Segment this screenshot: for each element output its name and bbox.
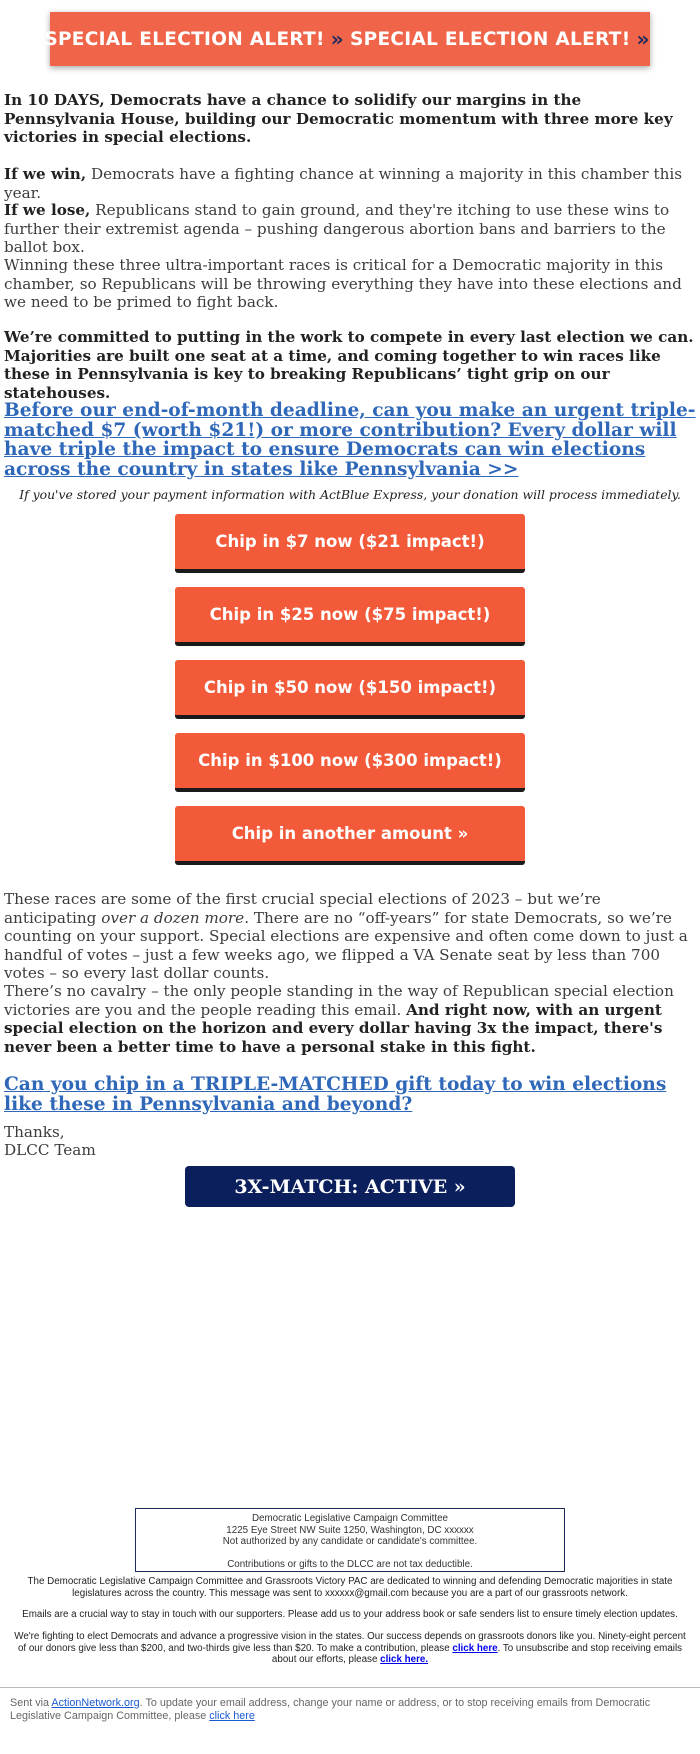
winning-races-paragraph: Winning these three ultra-important races is critical for a Democratic majority in this chamber, so Republicans will be throwing everything they have into these elections and we need to be primed to fight back.	[4, 256, 682, 311]
if-we-win-paragraph	[4, 165, 696, 202]
footer-fighting-text-1: We're fighting to elect Democrats and advance a progressive vision in the states. Our success depends on grassroots donors like you. Ninety-eight percent of our donors give less than $200, and two-thirds give less than $20. To make a contribution, please	[14, 1631, 686, 1654]
footer-dedicated-text: The Democratic Legislative Campaign Committee and Grassroots Victory PAC are dedicated to winning and defending Democratic majorities in state legislatures across the country. This message was sent to xxxxxx@gmail.com because you are a part of our grassroots network.	[27, 1576, 673, 1599]
banner-text-2: SPECIAL ELECTION ALERT!	[350, 28, 631, 50]
if-we-win-lead: If we win,	[4, 165, 87, 183]
if-we-win-text: Democrats have a fighting chance at winning a majority in this chamber this year.	[4, 165, 683, 202]
footer-not-authorized: Not authorized by any candidate or candidate's committee.	[222, 1536, 478, 1547]
cavalry-paragraph	[4, 982, 696, 1056]
committed-paragraph: We’re committed to putting in the work to compete in every last election we can. Majorities are built one seat at a time, and coming together to win races like these in Pennsylvania is key to breaking Republicans’ tight grip on our statehouses.	[4, 328, 694, 402]
footer-org-name: Democratic Legislative Campaign Committee	[251, 1513, 448, 1524]
3x-match-active-button[interactable]: 3X-MATCH: ACTIVE »	[185, 1166, 515, 1207]
update-preferences-click-here-link[interactable]: click here	[209, 1710, 255, 1722]
sent-via-text-1: Sent via	[10, 1697, 52, 1709]
triple-matched-link-wrapper	[4, 1075, 696, 1114]
intro-paragraph: In 10 DAYS, Democrats have a chance to solidify our margins in the Pennsylvania House, building our Democratic momentum with three more key victories in special elections.	[4, 91, 673, 146]
contribution-ask-link[interactable]: Before our end-of-month deadline, can you make an urgent triple-matched $7 (worth $21!) or more contribution? Every dollar will have triple the impact to ensure Democrats can win elections across the country in states like Pennsylvania >>	[4, 400, 696, 480]
banner-text-1: SPECIAL ELECTION ALERT!	[44, 28, 325, 50]
sent-via-text	[10, 1697, 690, 1723]
unsubscribe-click-here-link[interactable]: click here.	[380, 1654, 429, 1665]
cavalry-text: There’s no cavalry – the only people standing in the way of Republican special election victories are you and the people reading this email.	[4, 982, 674, 1019]
races-emphasis: over a dozen more	[101, 908, 245, 927]
chip-in-7-button[interactable]: Chip in $7 now ($21 impact!)	[175, 514, 525, 573]
chip-in-50-button[interactable]: Chip in $50 now ($150 impact!)	[175, 660, 525, 719]
footer-divider	[0, 1687, 700, 1688]
chevron-right-icon: »	[636, 27, 650, 51]
thanks-text: Thanks,	[4, 1123, 65, 1141]
contribution-ask-link-wrapper	[4, 401, 696, 479]
if-we-lose-lead: If we lose,	[4, 201, 91, 219]
if-we-lose-text: Republicans stand to gain ground, and they're itching to use these wins to further their extremist agenda – pushing dangerous abortion bans and barriers to the ballot box.	[4, 201, 670, 256]
action-network-link[interactable]: ActionNetwork.org	[51, 1697, 140, 1709]
footer-emails-note: Emails are a crucial way to stay in touch with our supporters. Please add us to your address book or safe senders list to ensure timely election updates.	[22, 1609, 678, 1620]
sent-via-text-2: . To update your email address, change your name or address, or to stop receiving emails from Democratic Legislative Campaign Committee, please	[10, 1697, 651, 1722]
races-text-2: . There are no “off-years” for state Democrats, so we’re counting on your support. Special elections are expensive and often come down to just a handful of votes – just a few weeks ago, we flipped a VA Senate seat by less than 700 votes – so every last dollar counts.	[4, 908, 688, 982]
cavalry-bold: And right now, with an urgent special election on the horizon and every dollar having 3x the impact, there's never been a better time to have a personal stake in this fight.	[4, 1000, 663, 1056]
signature-text: DLCC Team	[4, 1141, 96, 1159]
triple-matched-gift-link[interactable]: Can you chip in a TRIPLE-MATCHED gift today to win elections like these in Pennsylvania and beyond?	[4, 1074, 667, 1115]
actblue-express-note: If you've stored your payment information with ActBlue Express, your donation will process immediately.	[19, 487, 681, 502]
races-paragraph	[4, 890, 696, 983]
footer-fighting-text	[10, 1631, 690, 1666]
footer-address: 1225 Eye Street NW Suite 1250, Washington, DC xxxxxx	[226, 1524, 474, 1536]
if-we-lose-paragraph	[4, 201, 696, 257]
chip-in-25-button[interactable]: Chip in $25 now ($75 impact!)	[175, 587, 525, 646]
races-text-1: These races are some of the first crucial special elections of 2023 – but we’re anticipating	[4, 890, 601, 927]
chip-in-other-amount-button[interactable]: Chip in another amount »	[175, 806, 525, 865]
chip-in-100-button[interactable]: Chip in $100 now ($300 impact!)	[175, 733, 525, 792]
special-election-banner	[44, 12, 650, 66]
chevron-right-icon: »	[330, 27, 344, 51]
contribute-click-here-link[interactable]: click here	[452, 1642, 498, 1654]
footer-tax-note: Contributions or gifts to the DLCC are not tax deductible.	[227, 1558, 473, 1570]
footer-address-box	[135, 1508, 565, 1572]
footer-fighting-text-2: . To unsubscribe and stop receiving emails about our efforts, please	[271, 1642, 683, 1665]
